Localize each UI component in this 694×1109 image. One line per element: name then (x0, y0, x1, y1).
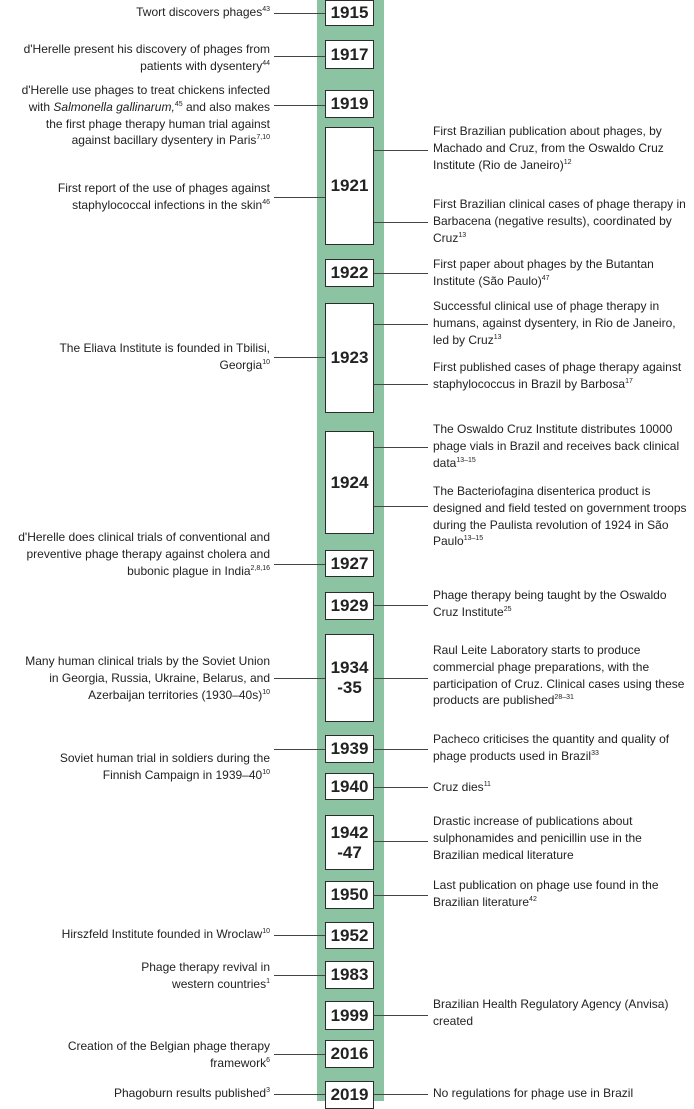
right-event: First paper about phages by the Butantan Institute (São Paulo)$^{47}$ (433, 257, 654, 288)
left-connector (274, 1094, 325, 1095)
left-connector (274, 935, 325, 936)
year-box: 1927 (325, 550, 374, 577)
left-connector (274, 678, 325, 679)
right-connector (374, 749, 428, 750)
year-box: 1917 (325, 40, 374, 69)
left-connector (274, 749, 325, 750)
right-connector (374, 895, 428, 896)
right-event: First published cases of phage therapy against staphylococcus in Brazil by Barbosa$^{17}$ (433, 360, 682, 391)
left-event: Many human clinical trials by the Soviet Union in Georgia, Russia, Ukraine, Belarus, and Azerbaijan territories $(1930-40s)^{10}$ (25, 654, 270, 702)
right-event: First Brazilian publication about phages, by Machado and Cruz, from the Oswaldo Cruz Institute (Rio de Janeiro)$^{12}$ (433, 124, 664, 172)
year-box: 1934 -35 (325, 634, 374, 722)
right-connector (374, 841, 428, 842)
year-box: 1924 (325, 431, 374, 534)
right-event: No regulations for phage use in Brazil (433, 1086, 634, 1100)
year-box: 2019 (325, 1081, 374, 1109)
right-connector (374, 447, 428, 448)
left-connector (274, 975, 325, 976)
left-event: d'Herelle use phages to treat chickens infected with Salmonella gallinarum,$^{45}$ and also makes the first phage therapy human trial against against bacillary dysentery in Paris$^{7,10}$ (21, 83, 270, 148)
year-box: 1939 (325, 735, 374, 763)
year-box: 1919 (325, 90, 374, 118)
year-box: 1923 (325, 303, 374, 413)
left-event: The Eliava Institute is founded in Tbilisi, Georgia$^{10}$ (59, 341, 270, 372)
left-event: Creation of the Belgian phage therapy framework$^6$ (67, 1039, 270, 1070)
year-box: 1940 (325, 773, 374, 800)
year-box: 1950 (325, 881, 374, 909)
right-connector (374, 506, 428, 507)
right-connector (374, 273, 428, 274)
left-connector (274, 56, 325, 57)
year-box: 1921 (325, 127, 374, 245)
right-connector (374, 384, 428, 385)
left-event: Hirszfeld Institute founded in Wroclaw$^{10}$ (61, 927, 270, 941)
left-event: First report of the use of phages against staphylococcal infections in the skin$^{46}$ (57, 181, 270, 212)
right-event: First Brazilian clinical cases of phage therapy in Barbacena (negative results), coordinated by Cruz$^{13}$ (433, 197, 686, 245)
right-event: Brazilian Health Regulatory Agency (Anvisa) created (433, 997, 669, 1028)
year-box: 1929 (325, 592, 374, 620)
left-connector (274, 105, 325, 106)
right-connector (374, 1015, 428, 1016)
left-event: d'Herelle present his discovery of phages from patients with dysentery$^{44}$ (23, 42, 270, 73)
year-box: 1942 -47 (325, 815, 374, 870)
left-event: d'Herelle does clinical trials of conventional and preventive phage therapy against cholera and bubonic plague in India$^{2,8,16}$ (18, 530, 270, 578)
left-event: Phage therapy revival in western countries$^1$ (141, 960, 270, 991)
year-box: 2016 (325, 1040, 374, 1068)
year-box: 1922 (325, 259, 374, 287)
left-event: Phagoburn results published$^3$ (113, 1086, 270, 1100)
right-event: Raul Leite Laboratory starts to produce commercial phage preparations, with the participation of Cruz. Clinical cases using these products are published$^{28-31}$ (433, 643, 685, 708)
right-connector (374, 324, 428, 325)
year-box: 1915 (325, 0, 374, 26)
right-event: Successful clinical use of phage therapy in humans, against dysentery, in Rio de Janeiro, led by Cruz$^{13}$ (433, 299, 676, 347)
right-event: The Bacteriofagina disenterica product is designed and field tested on government troops during the Paulista revolution of 1924 in São Paulo$^{13-15}$ (433, 484, 687, 549)
year-box: 1952 (325, 922, 374, 949)
right-connector (374, 787, 428, 788)
right-event: Drastic increase of publications about sulphonamides and penicillin use in the Brazilian medical literature (433, 814, 642, 862)
right-connector (374, 1094, 428, 1095)
right-event: The Oswaldo Cruz Institute distributes 10000 phage vials in Brazil and receives back clinical data$^{13-15}$ (433, 422, 680, 470)
right-event: Phage therapy being taught by the Oswaldo Cruz Institute$^{25}$ (433, 588, 667, 619)
left-event: Soviet human trial in soldiers during the Finnish Campaign in $1939-40^{10}$ (59, 751, 270, 782)
right-event: Last publication on phage use found in the Brazilian literature$^{42}$ (433, 878, 659, 909)
left-connector (274, 13, 325, 14)
left-event: Twort discovers phages$^{43}$ (136, 5, 270, 19)
left-connector (274, 357, 325, 358)
right-event: Pacheco criticises the quantity and quality of phage products used in Brazil$^{33}$ (433, 732, 670, 763)
right-event: Cruz dies$^{11}$ (433, 780, 491, 794)
right-connector (374, 605, 428, 606)
year-box: 1999 (325, 1001, 374, 1030)
right-connector (374, 222, 428, 223)
left-connector (274, 564, 325, 565)
year-box: 1983 (325, 961, 374, 989)
left-connector (274, 1054, 325, 1055)
right-connector (374, 150, 428, 151)
right-connector (374, 678, 428, 679)
left-connector (274, 197, 325, 198)
